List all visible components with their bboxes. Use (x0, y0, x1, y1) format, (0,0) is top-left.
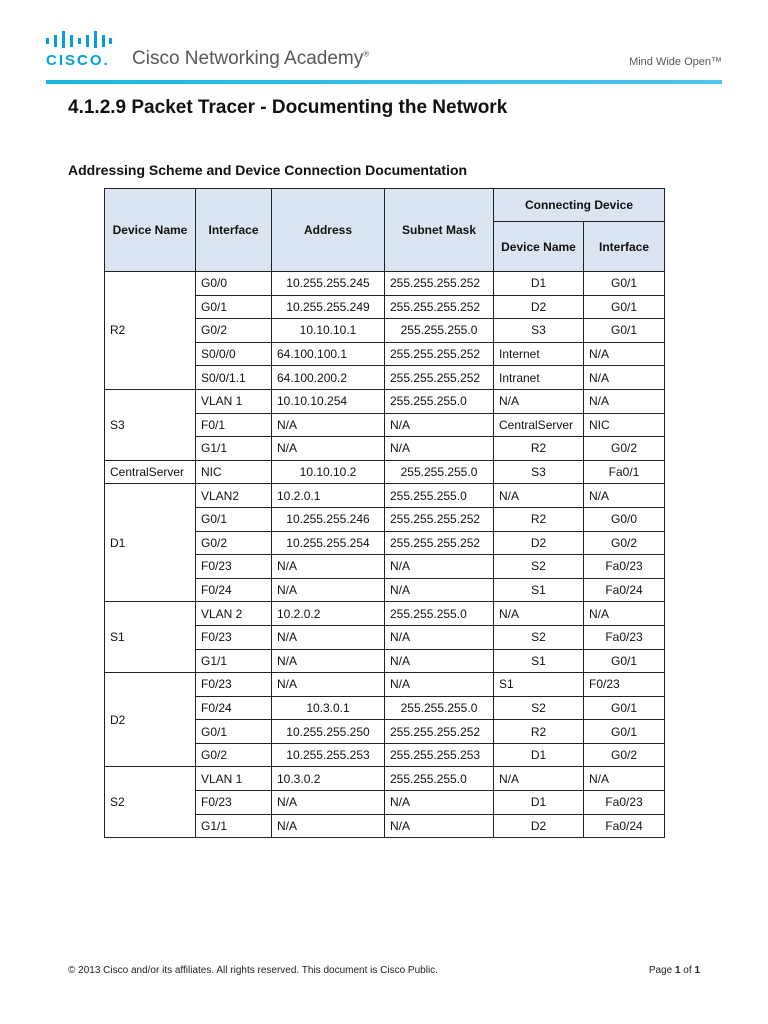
address-cell: N/A (272, 814, 385, 838)
subnet-mask-cell: N/A (385, 578, 494, 602)
interface-cell: S0/0/0 (196, 342, 272, 366)
conn-device-cell: CentralServer (494, 413, 584, 437)
interface-cell: G0/2 (196, 743, 272, 767)
document-title: 4.1.2.9 Packet Tracer - Documenting the Network (68, 97, 508, 118)
interface-cell: G1/1 (196, 437, 272, 461)
academy-text: Cisco Networking Academy (132, 48, 364, 69)
conn-interface-cell: G0/2 (584, 743, 665, 767)
subnet-mask-cell: N/A (385, 649, 494, 673)
subnet-mask-cell: N/A (385, 413, 494, 437)
conn-device-cell: N/A (494, 389, 584, 413)
page-num: 1 (674, 965, 681, 976)
interface-cell: G0/1 (196, 507, 272, 531)
subnet-mask-cell: 255.255.255.0 (385, 602, 494, 626)
device-name-cell: S2 (105, 767, 196, 838)
conn-interface-cell: Fa0/24 (584, 578, 665, 602)
conn-device-cell: D1 (494, 272, 584, 296)
conn-device-cell: N/A (494, 767, 584, 791)
conn-device-cell: N/A (494, 602, 584, 626)
address-cell: 10.255.255.249 (272, 295, 385, 319)
interface-cell: F0/23 (196, 625, 272, 649)
table-row (105, 673, 665, 697)
conn-interface-cell: Fa0/24 (584, 814, 665, 838)
conn-interface-cell: G0/1 (584, 295, 665, 319)
conn-interface-cell: N/A (584, 767, 665, 791)
conn-interface-cell: G0/1 (584, 696, 665, 720)
address-cell: N/A (272, 437, 385, 461)
interface-cell: F0/24 (196, 696, 272, 720)
conn-interface-cell: G0/2 (584, 437, 665, 461)
conn-interface-cell: F0/23 (584, 673, 665, 697)
subnet-mask-cell: N/A (385, 555, 494, 579)
conn-device-cell: D2 (494, 814, 584, 838)
address-cell: N/A (272, 578, 385, 602)
conn-device-cell: D1 (494, 743, 584, 767)
conn-device-cell: S1 (494, 578, 584, 602)
interface-cell: G0/1 (196, 295, 272, 319)
conn-interface-cell: G0/2 (584, 531, 665, 555)
address-cell: N/A (272, 413, 385, 437)
subnet-mask-cell: N/A (385, 673, 494, 697)
interface-cell: G1/1 (196, 649, 272, 673)
address-cell: 10.3.0.1 (272, 696, 385, 720)
subnet-mask-cell: N/A (385, 814, 494, 838)
subnet-mask-cell: 255.255.255.252 (385, 295, 494, 319)
conn-interface-cell: G0/1 (584, 319, 665, 343)
address-cell: 10.2.0.1 (272, 484, 385, 508)
interface-cell: F0/24 (196, 578, 272, 602)
conn-interface-cell: N/A (584, 342, 665, 366)
subnet-mask-cell: 255.255.255.0 (385, 767, 494, 791)
subnet-mask-cell: N/A (385, 625, 494, 649)
conn-device-cell: S2 (494, 625, 584, 649)
conn-interface-cell: N/A (584, 484, 665, 508)
subnet-mask-cell: 255.255.255.0 (385, 696, 494, 720)
conn-device-cell: R2 (494, 507, 584, 531)
conn-device-cell: S1 (494, 649, 584, 673)
conn-interface-cell: Fa0/23 (584, 625, 665, 649)
tagline: Mind Wide Open™ (629, 56, 722, 68)
interface-cell: VLAN 1 (196, 767, 272, 791)
page-of: of (680, 965, 695, 976)
address-cell: N/A (272, 555, 385, 579)
cisco-logo-bars-icon (46, 30, 112, 48)
conn-device-cell: S3 (494, 460, 584, 484)
page-total: 1 (694, 965, 700, 976)
subnet-mask-cell: 255.255.255.252 (385, 272, 494, 296)
address-cell: 64.100.100.1 (272, 342, 385, 366)
page-header (0, 0, 768, 90)
table-row (105, 460, 665, 484)
header-rule (46, 80, 722, 84)
conn-device-cell: S2 (494, 696, 584, 720)
address-cell: 10.10.10.254 (272, 389, 385, 413)
conn-device-cell: D2 (494, 531, 584, 555)
header-conn-interface: Interface (584, 222, 665, 272)
device-name-cell: S3 (105, 389, 196, 460)
section-title: Addressing Scheme and Device Connection Documentation (68, 162, 468, 178)
table-row (105, 484, 665, 508)
header-connecting-device: Connecting Device (494, 189, 665, 222)
address-cell: N/A (272, 649, 385, 673)
interface-cell: F0/23 (196, 791, 272, 815)
interface-cell: F0/1 (196, 413, 272, 437)
conn-device-cell: S1 (494, 673, 584, 697)
address-cell: 10.255.255.254 (272, 531, 385, 555)
conn-interface-cell: Fa0/1 (584, 460, 665, 484)
table-row (105, 602, 665, 626)
address-cell: 10.10.10.1 (272, 319, 385, 343)
address-cell: 10.3.0.2 (272, 767, 385, 791)
conn-device-cell: Internet (494, 342, 584, 366)
subnet-mask-cell: N/A (385, 791, 494, 815)
interface-cell: F0/23 (196, 555, 272, 579)
interface-cell: VLAN2 (196, 484, 272, 508)
conn-interface-cell: G0/1 (584, 720, 665, 744)
address-cell: 10.255.255.253 (272, 743, 385, 767)
interface-cell: F0/23 (196, 673, 272, 697)
subnet-mask-cell: 255.255.255.252 (385, 342, 494, 366)
conn-device-cell: R2 (494, 437, 584, 461)
device-name-cell: S1 (105, 602, 196, 673)
header-device-name: Device Name (105, 189, 196, 272)
device-name-cell: CentralServer (105, 460, 196, 484)
table-row (105, 272, 665, 296)
addressing-table (104, 188, 665, 838)
address-cell: 64.100.200.2 (272, 366, 385, 390)
conn-device-cell: N/A (494, 484, 584, 508)
interface-cell: G0/2 (196, 319, 272, 343)
conn-interface-cell: Fa0/23 (584, 791, 665, 815)
interface-cell: G0/0 (196, 272, 272, 296)
conn-interface-cell: G0/1 (584, 272, 665, 296)
subnet-mask-cell: 255.255.255.0 (385, 460, 494, 484)
table-row (105, 389, 665, 413)
cisco-logo-word: CISCO. (46, 52, 110, 69)
conn-interface-cell: G0/0 (584, 507, 665, 531)
conn-interface-cell: N/A (584, 602, 665, 626)
conn-device-cell: D1 (494, 791, 584, 815)
address-cell: N/A (272, 673, 385, 697)
interface-cell: NIC (196, 460, 272, 484)
subnet-mask-cell: 255.255.255.0 (385, 319, 494, 343)
conn-device-cell: D2 (494, 295, 584, 319)
address-cell: 10.2.0.2 (272, 602, 385, 626)
address-cell: 10.255.255.250 (272, 720, 385, 744)
subnet-mask-cell: 255.255.255.252 (385, 531, 494, 555)
conn-device-cell: S2 (494, 555, 584, 579)
conn-device-cell: S3 (494, 319, 584, 343)
subnet-mask-cell: N/A (385, 437, 494, 461)
address-cell: 10.10.10.2 (272, 460, 385, 484)
device-name-cell: R2 (105, 272, 196, 390)
device-name-cell: D2 (105, 673, 196, 767)
address-cell: N/A (272, 791, 385, 815)
page-prefix: Page (648, 965, 675, 976)
conn-interface-cell: Fa0/23 (584, 555, 665, 579)
header-address: Address (272, 189, 385, 272)
interface-cell: G0/1 (196, 720, 272, 744)
conn-interface-cell: G0/1 (584, 649, 665, 673)
device-name-cell: D1 (105, 484, 196, 602)
subnet-mask-cell: 255.255.255.253 (385, 743, 494, 767)
footer-copyright: © 2013 Cisco and/or its affiliates. All rights reserved. This document is Cisco Public. (68, 965, 438, 976)
table-row (105, 767, 665, 791)
address-cell: 10.255.255.246 (272, 507, 385, 531)
interface-cell: VLAN 1 (196, 389, 272, 413)
address-cell: 10.255.255.245 (272, 272, 385, 296)
subnet-mask-cell: 255.255.255.252 (385, 507, 494, 531)
interface-cell: G1/1 (196, 814, 272, 838)
conn-interface-cell: N/A (584, 389, 665, 413)
academy-name (132, 48, 369, 70)
subnet-mask-cell: 255.255.255.252 (385, 366, 494, 390)
interface-cell: S0/0/1.1 (196, 366, 272, 390)
footer-page-number (649, 965, 700, 976)
subnet-mask-cell: 255.255.255.0 (385, 389, 494, 413)
conn-interface-cell: NIC (584, 413, 665, 437)
conn-interface-cell: N/A (584, 366, 665, 390)
subnet-mask-cell: 255.255.255.0 (385, 484, 494, 508)
header-interface: Interface (196, 189, 272, 272)
conn-device-cell: Intranet (494, 366, 584, 390)
table-body (105, 272, 665, 838)
registered-mark: ® (363, 49, 370, 59)
subnet-mask-cell: 255.255.255.252 (385, 720, 494, 744)
conn-device-cell: R2 (494, 720, 584, 744)
header-conn-device-name: Device Name (494, 222, 584, 272)
interface-cell: G0/2 (196, 531, 272, 555)
header-subnet-mask: Subnet Mask (385, 189, 494, 272)
address-cell: N/A (272, 625, 385, 649)
interface-cell: VLAN 2 (196, 602, 272, 626)
